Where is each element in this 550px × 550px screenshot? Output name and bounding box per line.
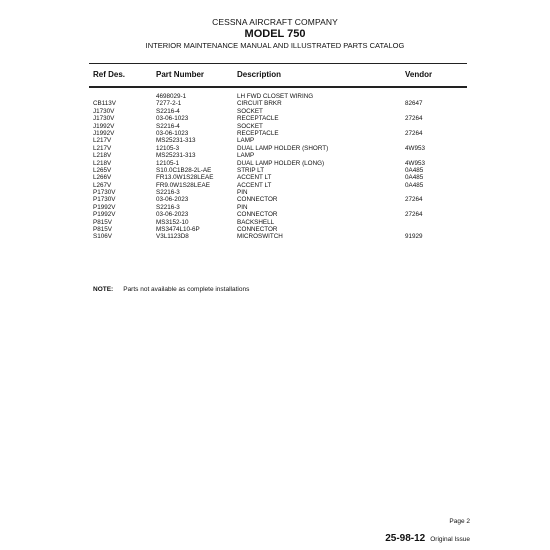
table-row [0,108,550,115]
table-row [0,233,550,240]
description-cell: RECEPTACLE [237,129,279,137]
vendor-cell: 27264 [405,211,423,219]
table-row [0,100,550,107]
part-number-cell: S2216-4 [156,107,180,115]
table-row [0,145,550,152]
part-number-cell: V3L1123D8 [156,233,189,241]
description-cell: LH FWD CLOSET WIRING [237,93,314,100]
note [93,286,249,293]
table-top-rule [89,63,467,64]
description-cell: RECEPTACLE [237,115,279,123]
description-cell: CONNECTOR [237,211,278,219]
table-row [0,189,550,196]
table-row [0,130,550,137]
part-number-cell: 12105-3 [156,144,180,152]
part-number-cell: 7277-2-1 [156,100,182,108]
description-cell: STRIP LT [237,166,265,174]
column-header-part-number: Part Number [156,70,205,79]
description-cell: DUAL LAMP HOLDER (SHORT) [237,144,329,152]
manual-title: INTERIOR MAINTENANCE MANUAL AND ILLUSTRATED PARTS CATALOG [145,41,405,50]
description-cell: CIRCUIT BRKR [237,100,282,108]
table-row [0,167,550,174]
ref-des-cell: J1992V [93,122,115,130]
ref-des-cell: L267V [93,181,112,189]
table-row [0,160,550,167]
page-number: Page 2 [449,518,470,525]
table-row [0,204,550,211]
table-row [0,219,550,226]
vendor-cell: 4W953 [405,159,425,167]
table-row [0,137,550,144]
company-name: CESSNA AIRCRAFT COMPANY [212,17,338,27]
column-header-vendor: Vendor [405,70,433,79]
table-row [0,182,550,189]
ref-des-cell: J1730V [93,107,115,115]
description-cell: PIN [237,203,248,211]
ref-des-cell: P815V [93,218,112,226]
description-cell: CONNECTOR [237,226,278,234]
ref-des-cell: P1992V [93,211,116,219]
ref-des-cell: L265V [93,166,112,174]
part-number-cell: 03-06-2023 [156,211,189,219]
description-cell: LAMP [237,137,255,145]
ref-des-cell: S106V [93,233,112,241]
part-number-cell: S10.0C1B28-2L-AE [156,166,212,174]
ref-des-cell: J1992V [93,129,115,137]
part-number-cell: S2216-4 [156,122,180,130]
note-label: NOTE: [93,286,114,293]
vendor-cell: 0A485 [405,174,424,182]
part-number-cell: MS25231-313 [156,137,196,145]
description-cell: CONNECTOR [237,196,278,204]
part-number-cell: 03-06-1023 [156,129,189,137]
table-row [0,211,550,218]
part-number-cell: MS25231-313 [156,152,196,160]
issue-status: Original Issue [430,536,470,543]
table-row [0,93,550,100]
document-header [0,17,550,50]
part-number-cell: MS3474L10-6P [156,226,200,234]
table-row [0,174,550,181]
vendor-cell: 82647 [405,100,423,108]
description-cell: BACKSHELL [237,218,275,226]
part-number-cell: S2216-3 [156,203,180,211]
vendor-cell: 4W953 [405,144,425,152]
vendor-cell: 27264 [405,129,423,137]
ref-des-cell: L217V [93,144,112,152]
ref-des-cell: J1730V [93,115,115,123]
description-cell: DUAL LAMP HOLDER (LONG) [237,159,325,167]
ref-des-cell: L218V [93,159,112,167]
part-number-cell: 12105-1 [156,159,180,167]
description-cell: LAMP [237,152,255,160]
ref-des-cell: L217V [93,137,112,145]
part-number-cell: FR13.0W1S28LEAE [156,174,214,182]
part-number-cell: S2216-3 [156,189,180,197]
table-row [0,115,550,122]
table-row [0,123,550,130]
part-number-cell: MS3152-10 [156,218,189,226]
section-number: 25-98-12 [385,533,426,544]
column-header-description: Description [237,70,282,79]
model-title: MODEL 750 [244,28,306,40]
part-number-cell: 4698029-1 [156,93,187,100]
ref-des-cell: P1730V [93,196,116,204]
description-cell: ACCENT LT [237,181,272,189]
ref-des-cell: P1992V [93,203,116,211]
ref-des-cell: CB113V [93,100,116,108]
ref-des-cell: L266V [93,174,112,182]
description-cell: SOCKET [237,122,263,130]
table-header-rule [89,86,467,88]
vendor-cell: 27264 [405,196,423,204]
ref-des-cell: P1730V [93,189,116,197]
table-row [0,226,550,233]
table-row [0,152,550,159]
ref-des-cell: L218V [93,152,112,160]
vendor-cell: 0A485 [405,166,424,174]
part-number-cell: 03-06-2023 [156,196,189,204]
column-header-ref-des: Ref Des. [93,70,126,79]
part-number-cell: FR9.0W1S28LEAE [156,181,210,189]
description-cell: PIN [237,189,248,197]
table-row [0,196,550,203]
document-footer [385,528,470,546]
vendor-cell: 27264 [405,115,423,123]
description-cell: ACCENT LT [237,174,272,182]
vendor-cell: 91929 [405,233,423,241]
part-number-cell: 03-06-1023 [156,115,189,123]
vendor-cell: 0A485 [405,181,424,189]
parts-table [0,93,550,241]
description-cell: SOCKET [237,107,263,115]
note-text: Parts not available as complete installations [123,286,250,293]
description-cell: MICROSWITCH [237,233,283,241]
ref-des-cell: P815V [93,226,112,234]
